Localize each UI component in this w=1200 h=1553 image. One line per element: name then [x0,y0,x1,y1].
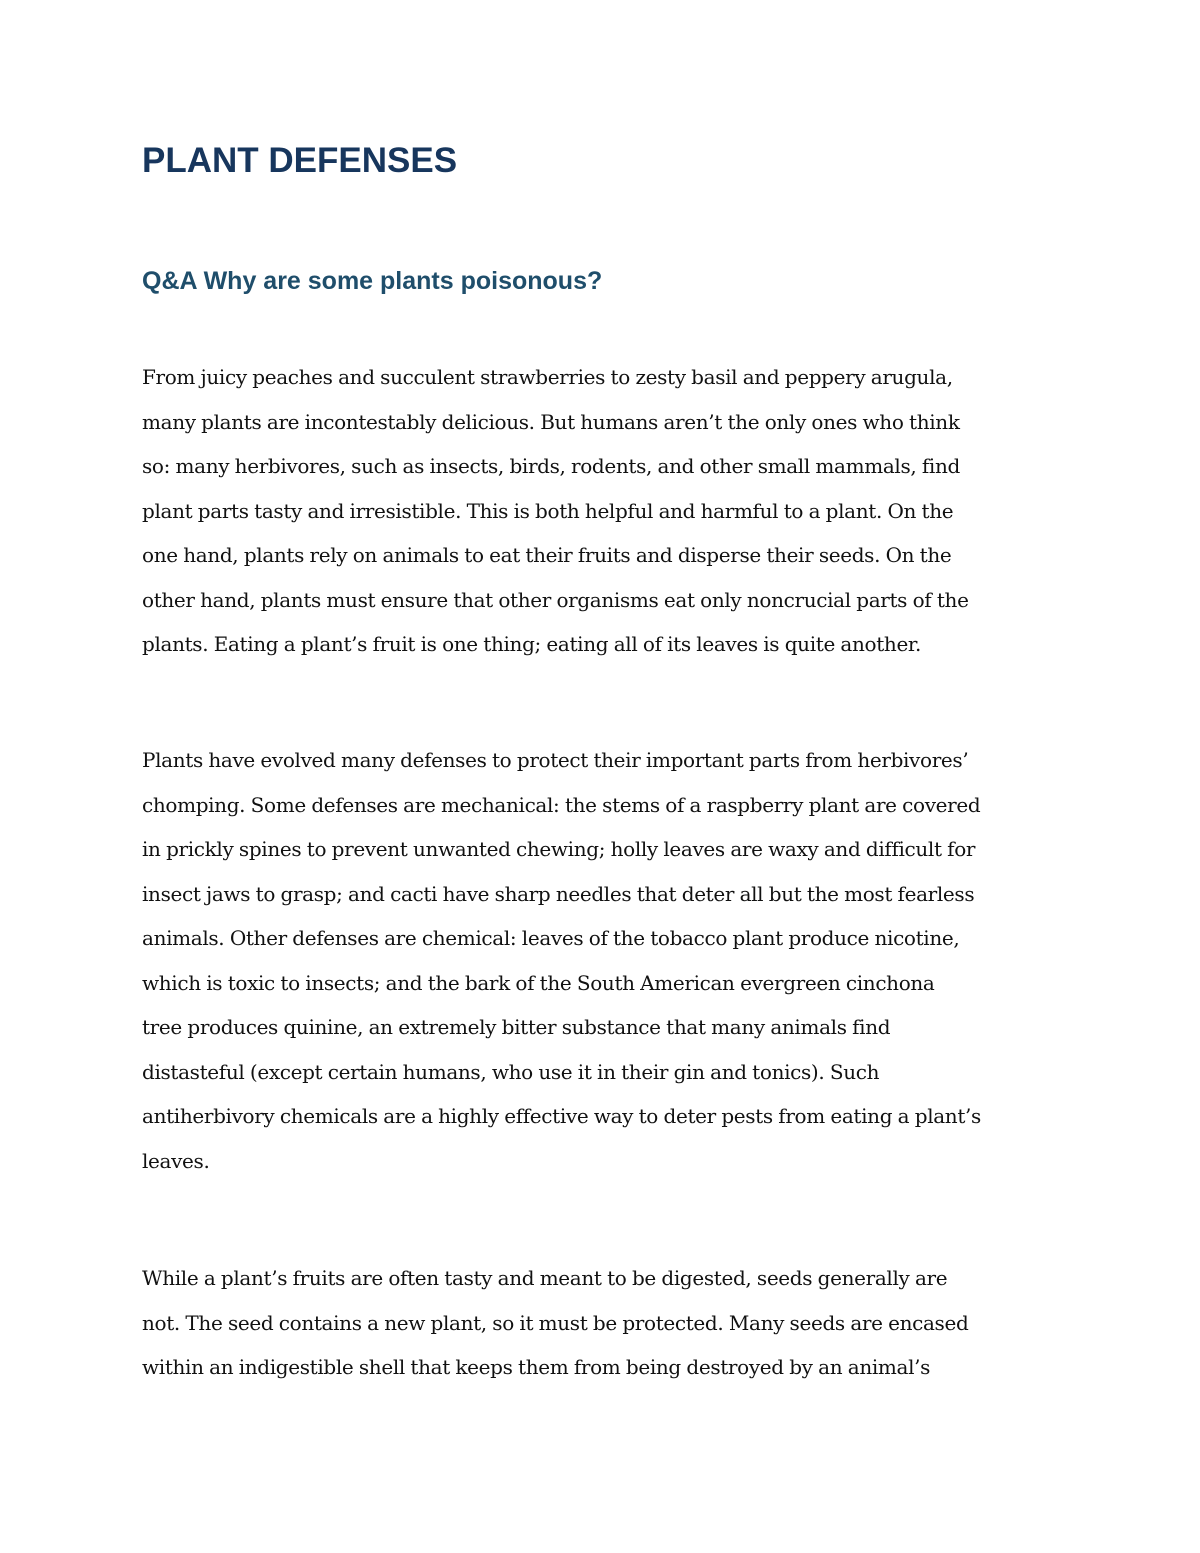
text-line: distasteful (except certain humans, who use it in their gin and tonics). Such [142,1059,880,1084]
text-line: in prickly spines to prevent unwanted chewing; holly leaves are waxy and difficult for [142,837,976,861]
text-line: so: many herbivores, such as insects, birds, rodents, and other small mammals, find [142,454,960,478]
text-line: antiherbivory chemicals are a highly effective way to deter pests from eating a plant’s [142,1104,981,1128]
text-line: tree produces quinine, an extremely bitter substance that many animals find [142,1015,891,1039]
text-line: which is toxic to insects; and the bark of the South American evergreen cinchona [142,970,935,995]
text-line: Plants have evolved many defenses to protect their important parts from herbivores’ [142,748,969,772]
text-line: chomping. Some defenses are mechanical: the stems of a raspberry plant are covered [142,792,981,817]
page-title: PLANT DEFENSES [142,141,458,180]
text-line: From juicy peaches and succulent strawberries to zesty basil and peppery arugula, [142,365,953,389]
text-line: While a plant’s fruits are often tasty and meant to be digested, seeds generally are [142,1266,948,1290]
paragraph-seeds [142,1256,1072,1390]
paragraph-defenses [142,738,1072,1183]
text-line: not. The seed contains a new plant, so it must be protected. Many seeds are encased [142,1310,969,1335]
text-line: other hand, plants must ensure that other organisms eat only noncrucial parts of the [142,587,969,612]
text-line: insect jaws to grasp; and cacti have sharp needles that deter all but the most fearless [142,881,975,906]
text-line: one hand, plants rely on animals to eat their fruits and disperse their seeds. On the [142,543,952,567]
paragraph-intro [142,355,1072,667]
text-line: many plants are incontestably delicious. But humans aren’t the only ones who think [142,409,960,434]
text-line: plant parts tasty and irresistible. This is both helpful and harmful to a plant. On the [142,498,954,523]
text-line: animals. Other defenses are chemical: leaves of the tobacco plant produce nicotine, [142,926,960,950]
text-line: leaves. [142,1148,210,1173]
section-heading: Q&A Why are some plants poisonous? [142,267,603,295]
text-line: plants. Eating a plant’s fruit is one thing; eating all of its leaves is quite another. [142,632,921,656]
text-line: within an indigestible shell that keeps them from being destroyed by an animal’s [142,1355,931,1379]
